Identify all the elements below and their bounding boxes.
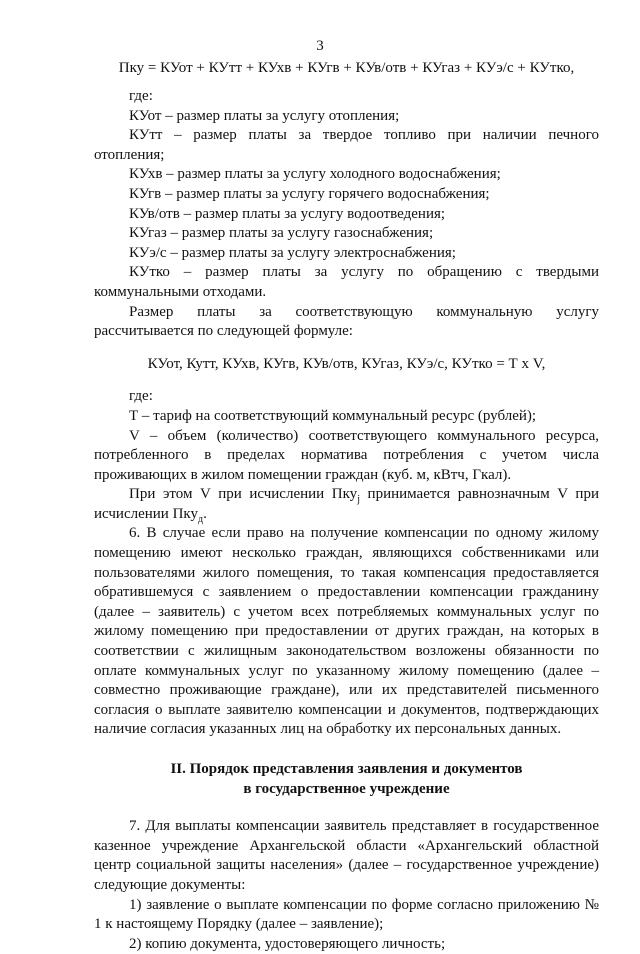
formula-total: Пку = КУот + КУтт + КУхв + КУгв + КУв/отв + КУгаз + КУэ/с + КУтко, — [118, 60, 575, 76]
page-number: 3 — [316, 38, 324, 54]
v-note-sub-d: д — [198, 513, 204, 525]
def-v: V – объем (количество) соответствующего коммунального ресурса, потребленного в пределах норматива потребления с учетом числа проживающих в жилом помещении граждан (куб. м, кВтч, Гкал). — [94, 427, 599, 483]
def-kuot: КУот – размер платы за услугу отопления; — [129, 107, 400, 124]
where-label: где: — [129, 88, 153, 104]
def-kuvotv: КУв/отв – размер платы за услугу водоотведения; — [129, 205, 446, 222]
v-note — [94, 485, 599, 524]
def-kues: КУэ/с – размер платы за услугу электроснабжения; — [129, 244, 456, 261]
item-7-2: 2) копию документа, удостоверяющего личность; — [129, 935, 446, 952]
def-kugaz: КУгаз – размер платы за услугу газоснабжения; — [129, 225, 434, 242]
item-6: 6. В случае если право на получение компенсации по одному жилому помещению имеют несколько граждан, являющихся собственниками или пользователями жилого помещения, то такая компенсация предоставляется обратившемуся с заявлением о предоставлении компенсации гражданину (далее – заявитель) с учетом всех потребляемых коммунальных услуг по жилому помещению при предоставлении от других граждан, на которых в соответствии с жилищным законодательством возложены обязанности по оплате коммунальных услуг по указанному жилому помещению (далее – совместно проживающие граждане), или их представителей письменного согласия о выплате заявителю компенсации и документов, подтверждающих наличие согласия указанных лиц на обработку их персональных данных. — [94, 525, 599, 738]
v-note-text-c: . — [203, 505, 207, 522]
def-kutko: КУтко – размер платы за услугу по обращению с твердыми коммунальными отходами. — [94, 264, 599, 300]
section-heading-line-2: в государственное учреждение — [243, 780, 450, 797]
def-kutt: КУтт – размер платы за твердое топливо при наличии печного отопления; — [94, 127, 599, 163]
body-text — [94, 87, 599, 954]
section-heading — [94, 760, 599, 799]
where-label-2: где: — [129, 388, 153, 405]
def-t: Т – тариф на соответствующий коммунальный ресурс (рублей); — [129, 407, 537, 424]
item-7: 7. Для выплаты компенсации заявитель представляет в государственное казенное учреждение Архангельской области «Архангельский областной центр социальной защиты населения» (далее – государственное учреждение) следующие документы: — [94, 818, 599, 893]
formula-intro: Размер платы за соответствующую коммунальную услугу рассчитывается по следующей формуле: — [94, 303, 599, 340]
formula-service: КУот, Кутт, КУхв, КУгв, КУв/отв, КУгаз, КУэ/с, КУтко = Т х V, — [147, 355, 546, 372]
section-heading-line-1: II. Порядок представления заявления и документов — [170, 761, 523, 777]
v-note-sub-j: j — [357, 494, 360, 506]
def-kugv: КУгв – размер платы за услугу горячего водоснабжения; — [129, 185, 490, 202]
v-note-text-b: принимается равнозначным V при исчислении Пку — [94, 486, 599, 522]
def-kuhv: КУхв – размер платы за услугу холодного водоснабжения; — [129, 166, 501, 183]
v-note-text-a: При этом V при исчислении Пку — [129, 486, 358, 503]
item-7-1: 1) заявление о выплате компенсации по форме согласно приложению № 1 к настоящему Порядку (далее – заявление); — [94, 896, 599, 933]
